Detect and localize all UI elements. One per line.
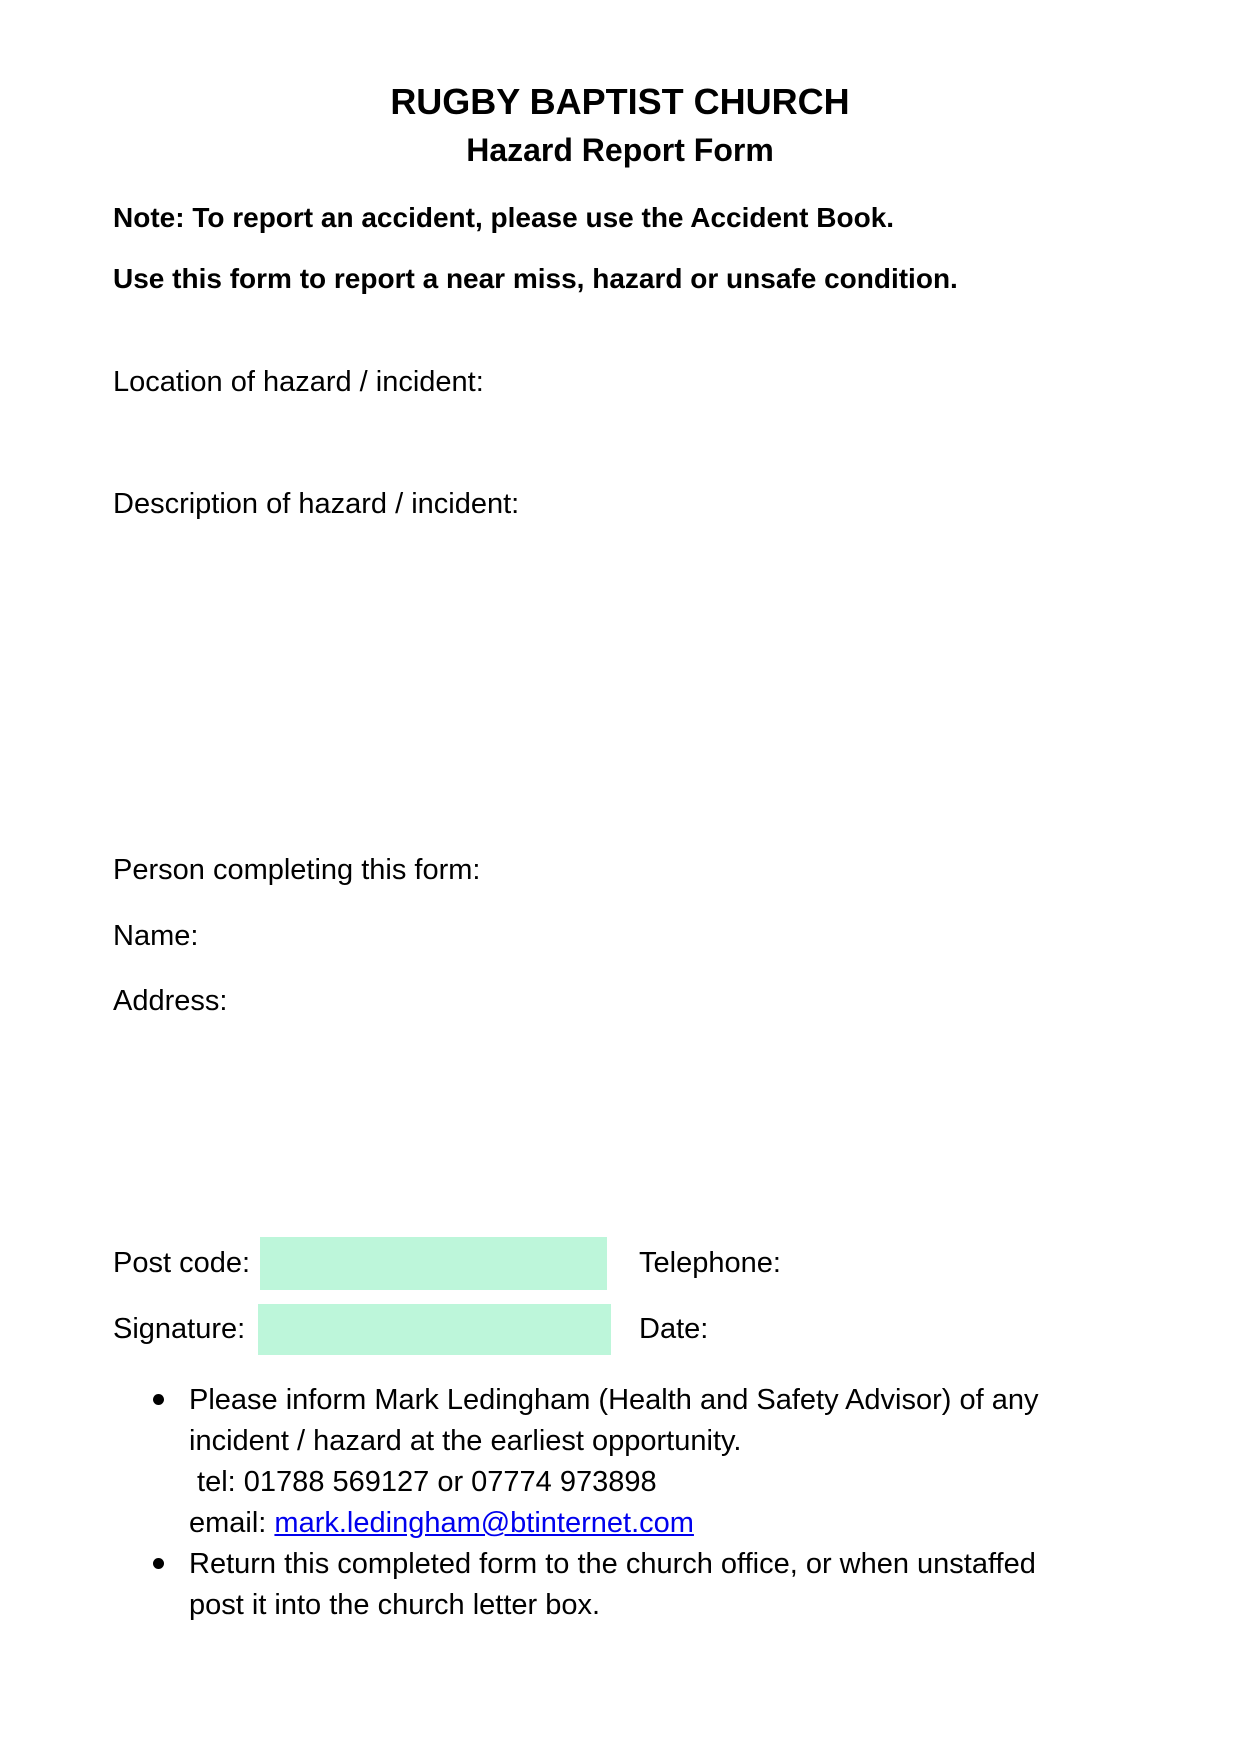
signature-label: Signature:	[113, 1313, 246, 1345]
inform-text-line-1: Please inform Mark Ledingham (Health and Safety Advisor) of any	[189, 1384, 1039, 1416]
person-completing-heading: Person completing this form:	[113, 854, 481, 886]
return-text-line-1: Return this completed form to the church office, or when unstaffed	[189, 1548, 1036, 1580]
description-label: Description of hazard / incident:	[113, 488, 520, 520]
address-label: Address:	[113, 985, 228, 1017]
bullet-icon	[153, 1558, 164, 1569]
bullet-icon	[153, 1394, 164, 1405]
telephone-numbers: tel: 01788 569127 or 07774 973898	[189, 1466, 657, 1498]
return-text-line-2: post it into the church letter box.	[189, 1589, 601, 1621]
name-label: Name:	[113, 920, 199, 952]
postcode-field[interactable]	[260, 1237, 607, 1290]
postcode-label: Post code:	[113, 1247, 251, 1279]
form-title: Hazard Report Form	[466, 132, 774, 168]
email-prefix: email:	[189, 1507, 275, 1539]
telephone-label: Telephone:	[639, 1247, 781, 1279]
email-line	[189, 1503, 1133, 1544]
date-label: Date:	[639, 1313, 709, 1345]
inform-text-line-2: incident / hazard at the earliest opportunity.	[189, 1425, 742, 1457]
list-item	[113, 1544, 1133, 1626]
email-link[interactable]: mark.ledingham@btinternet.com	[274, 1507, 694, 1539]
accident-note: Note: To report an accident, please use the Accident Book.	[113, 202, 895, 233]
location-label: Location of hazard / incident:	[113, 366, 484, 398]
instructions-list	[113, 1380, 1133, 1626]
usage-note: Use this form to report a near miss, hazard or unsafe condition.	[113, 263, 958, 294]
signature-field[interactable]	[258, 1304, 611, 1355]
church-title: RUGBY BAPTIST CHURCH	[390, 81, 850, 122]
list-item	[113, 1380, 1133, 1544]
